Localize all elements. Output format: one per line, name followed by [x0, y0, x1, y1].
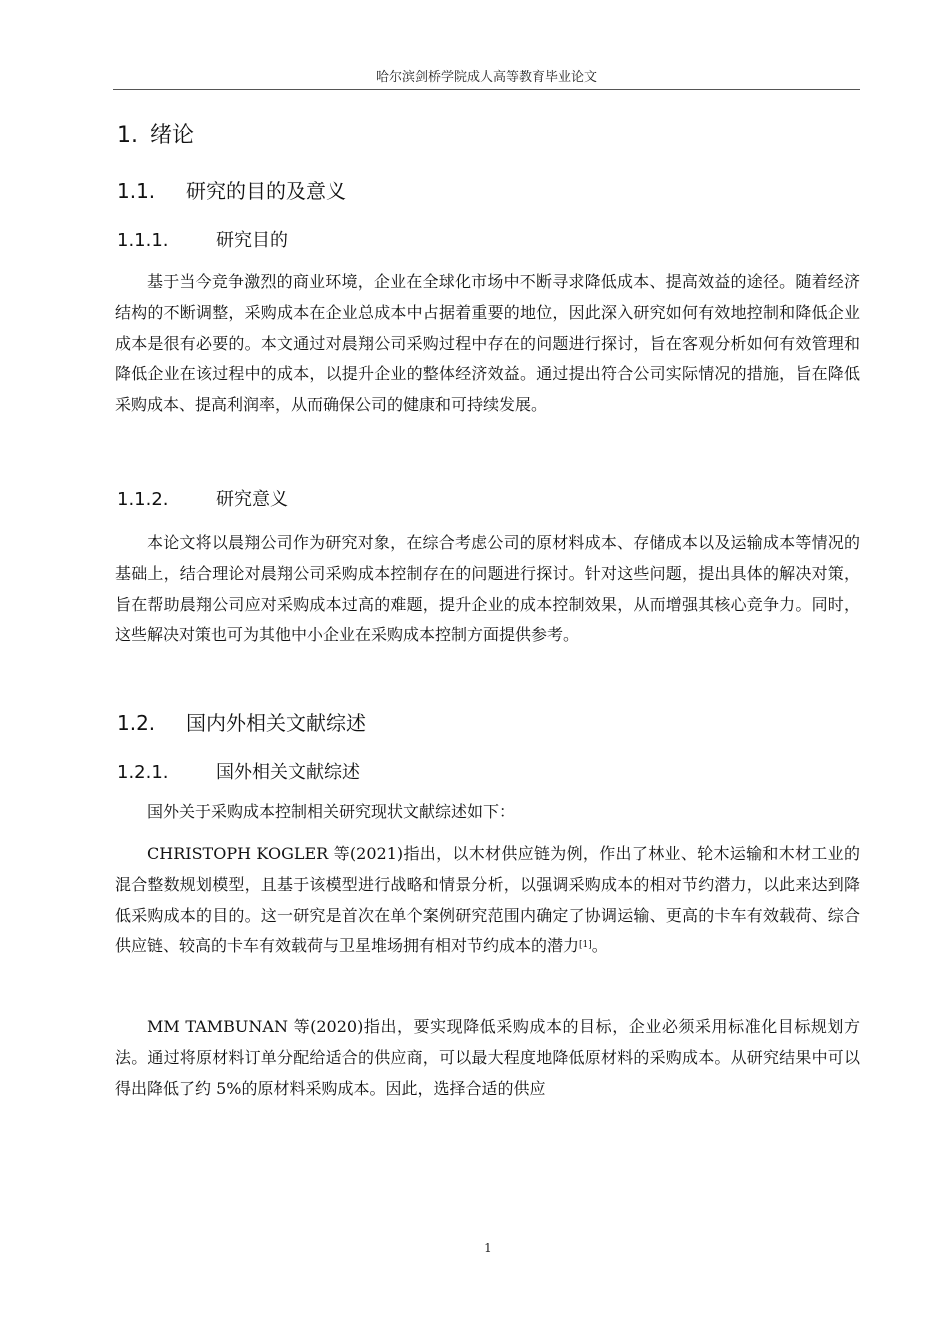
heading-number: 1.1. — [117, 179, 156, 203]
heading-1-1-2 — [117, 485, 288, 511]
heading-1-2 — [117, 707, 366, 736]
heading-number: 1. — [117, 123, 138, 148]
heading-title: 国外相关文献综述 — [216, 762, 360, 783]
page-number: 1 — [484, 1241, 492, 1255]
heading-1-1 — [117, 175, 346, 204]
heading-title: 国内外相关文献综述 — [186, 711, 366, 735]
heading-1-2-1 — [117, 758, 360, 784]
paragraph-research-significance: 本论文将以晨翔公司作为研究对象，在综合考虑公司的原材料成本、存储成本以及运输成本等情况的基础上，结合理论对晨翔公司采购成本控制存在的问题进行探讨。针对这些问题，提出具体的解决对策，旨在帮助晨翔公司应对采购成本过高的难题，提升企业的成本控制效果，从而增强其核心竞争力。同时，这些解决对策也可为其他中小企业在采购成本控制方面提供参考。 — [115, 533, 860, 645]
paragraph-end: 。 — [591, 936, 608, 956]
citation-ref[interactable]: [1] — [579, 940, 592, 951]
heading-title: 绪论 — [150, 123, 195, 148]
running-header: 哈尔滨剑桥学院成人高等教育毕业论文 — [375, 70, 597, 85]
heading-number: 1.2.1. — [117, 762, 169, 783]
heading-title: 研究的目的及意义 — [186, 179, 346, 203]
paragraph-research-purpose: 基于当今竞争激烈的商业环境，企业在全球化市场中不断寻求降低成本、提高效益的途径。随着经济结构的不断调整，采购成本在企业总成本中占据着重要的地位，因此深入研究如何有效地控制和降低企业成本是很有必要的。本文通过对晨翔公司采购过程中存在的问题进行探讨，旨在客观分析如何有效管理和降低企业在该过程中的成本，以提升企业的整体经济效益。通过提出符合公司实际情况的措施，旨在降低采购成本、提高利润率，从而确保公司的健康和可持续发展。 — [115, 272, 860, 415]
paragraph-kogler — [115, 839, 860, 962]
heading-number: 1.1.1. — [117, 230, 169, 251]
header-rule — [113, 89, 860, 90]
heading-number: 1.2. — [117, 711, 156, 735]
heading-1 — [117, 118, 194, 149]
paragraph-foreign-intro: 国外关于采购成本控制相关研究现状文献综述如下： — [147, 802, 516, 821]
heading-title: 研究意义 — [216, 489, 288, 510]
heading-title: 研究目的 — [216, 230, 288, 251]
paragraph-tambunan: MM TAMBUNAN 等(2020)指出，要实现降低采购成本的目标，企业必须采用标准化目标规划方法。通过将原材料订单分配给适合的供应商，可以最大程度地降低原材料的采购成本。从研究结果中可以得出降低了约 5%的原材料采购成本。因此，选择合适的供应 — [115, 1017, 860, 1098]
paragraph-text: CHRISTOPH KOGLER 等(2021)指出，以木材供应链为例，作出了林业、轮木运输和木材工业的混合整数规划模型，且基于该模型进行战略和情景分析，以强调采购成本的相对节约潜力，以此来达到降低采购成本的目的。这一研究是首次在单个案例研究范围内确定了协调运输、更高的卡车有效载荷、综合供应链、较高的卡车有效载荷与卫星堆场拥有相对节约成本的潜力 — [115, 844, 860, 956]
heading-number: 1.1.2. — [117, 489, 169, 510]
heading-1-1-1 — [117, 226, 288, 252]
